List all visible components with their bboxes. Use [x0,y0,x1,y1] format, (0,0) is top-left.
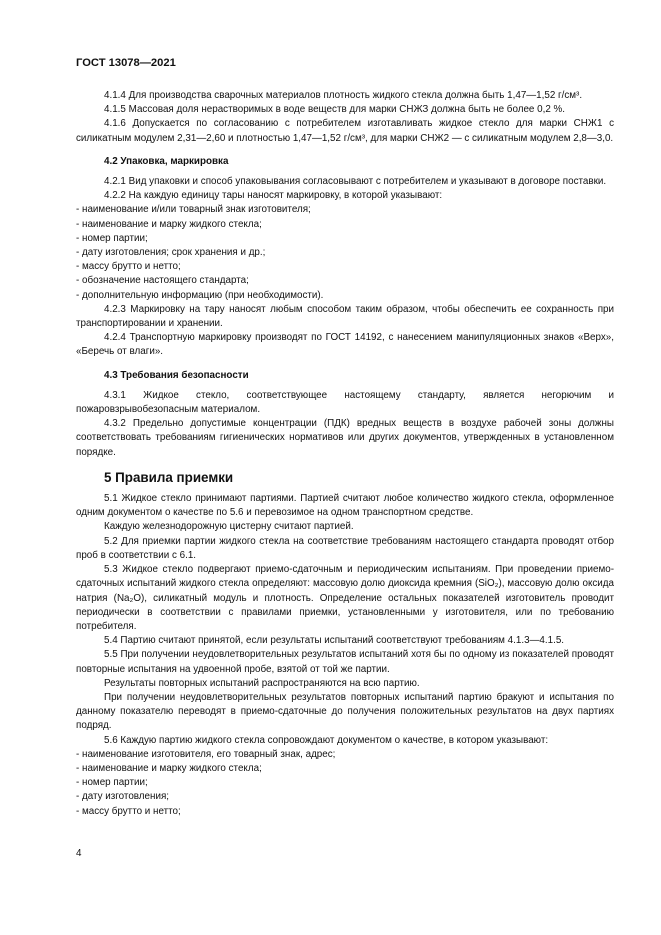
document-code-header: ГОСТ 13078—2021 [76,57,176,69]
clause-4-1-6: 4.1.6 Допускается по согласованию с потребителем изготавливать жидкое стекло для марки СНЖ1 с силикатным модулем 2,31—2,60 и плотностью 1,47—1,52 г/см³, для марки СНЖ2 — с силикатным модулем 2,8—3,0. [76,118,614,144]
clause-4-2-4: 4.2.4 Транспортную маркировку производят по ГОСТ 14192, с нанесением манипуляционных знаков «Верх», «Беречь от влаги». [76,332,614,358]
list-item: - наименование и/или товарный знак изготовителя; [76,204,311,216]
list-item: - дату изготовления; [76,791,170,803]
list-item: - наименование и марку жидкого стекла; [76,218,262,230]
clause-4-2-3: 4.2.3 Маркировку на тару наносят любым способом таким образом, чтобы обеспечить ее сохранность при транспортировании и хранении. [76,303,614,330]
list-item: - дату изготовления; срок хранения и др.; [76,247,266,259]
clause-5-1: 5.1 Жидкое стекло принимают партиями. Партией считают любое количество жидкого стекла, оформленное одним документом о качестве по 5.6 и перевозимое на одном транспортном средстве. [76,493,614,519]
list-item: - номер партии; [76,232,148,244]
list-item: - наименование и марку жидкого стекла; [76,762,262,774]
clause-4-1-5: 4.1.5 Массовая доля нерастворимых в воде веществ для марки СНЖЗ должна быть не более 0,2 %. [104,104,566,116]
marking-list [76,203,614,302]
clause-5-2: 5.2 Для приемки партии жидкого стекла на соответствие требованиям настоящего стандарта проводят отбор проб в соответствии с 6.1. [76,535,614,561]
section-heading-4-3: 4.3 Требования безопасности [104,369,249,381]
document-body [76,89,614,819]
list-item: - массу брутто и нетто; [76,261,181,273]
clause-4-3-1: 4.3.1 Жидкое стекло, соответствующее настоящему стандарту, является негорючим и пожаровзрывобезопасным материалом. [76,389,614,416]
list-item: - дополнительную информацию (при необходимости). [76,289,324,301]
page-number: 4 [76,848,82,859]
clause-5-6: 5.6 Каждую партию жидкого стекла сопровождают документом о качестве, в котором указывают: [104,734,549,746]
clause-5-1-note: Каждую железнодорожную цистерну считают партией. [104,521,354,533]
clause-4-2-1: 4.2.1 Вид упаковки и способ упаковывания согласовывают с потребителем и указывают в договоре поставки. [104,176,607,188]
clause-5-5-results: Результаты повторных испытаний распространяются на всю партию. [104,677,420,689]
clause-5-5: 5.5 При получении неудовлетворительных результатов испытаний хотя бы по одному из показателей проводят повторные испытания на удвоенной пробе, взятой от той же партии. [76,649,614,675]
section-heading-5: 5 Правила приемки [104,469,234,485]
clause-5-5-reject: При получении неудовлетворительных результатов повторных испытаний партию бракуют и испытания по данному показателю переводят в приемо-сдаточные до получения положительных результатов на двух партиях подряд. [76,691,614,732]
section-heading-4-2: 4.2 Упаковка, маркировка [104,155,229,167]
list-item: - обозначение настоящего стандарта; [76,275,249,287]
clause-4-2-2: 4.2.2 На каждую единицу тары наносят маркировку, в которой указывают: [104,190,443,202]
quality-document-list [76,748,614,819]
list-item: - наименование изготовителя, его товарный знак, адрес; [76,748,336,760]
clause-4-1-4: 4.1.4 Для производства сварочных материалов плотность жидкого стекла должна быть 1,47—1,52 г/см³. [104,90,583,101]
clause-5-3: 5.3 Жидкое стекло подвергают приемо-сдаточным и периодическим испытаниям. При проведении приемо-сдаточных испытаний жидкого стекла определяют: массовую долю диоксида кремния (SiO₂), массовую долю оксида натрия (Na₂O), силикатный модуль и плотность. Определение остальных показателей изготовитель проводит периодически в соответствии с правилами приемки, установленными у изготовителя, или по требованию потребителя. [76,564,614,632]
list-item: - массу брутто и нетто; [76,805,181,817]
clause-5-4: 5.4 Партию считают принятой, если результаты испытаний соответствуют требованиям 4.1.3—4.1.5. [104,635,565,647]
clause-4-3-2: 4.3.2 Предельно допустимые концентрации (ПДК) вредных веществ в воздухе рабочей зоны должны соответствовать требованиям гигиенических нормативов или других документов, утвержденных в установленном порядке. [76,418,614,458]
list-item: - номер партии; [76,777,148,789]
